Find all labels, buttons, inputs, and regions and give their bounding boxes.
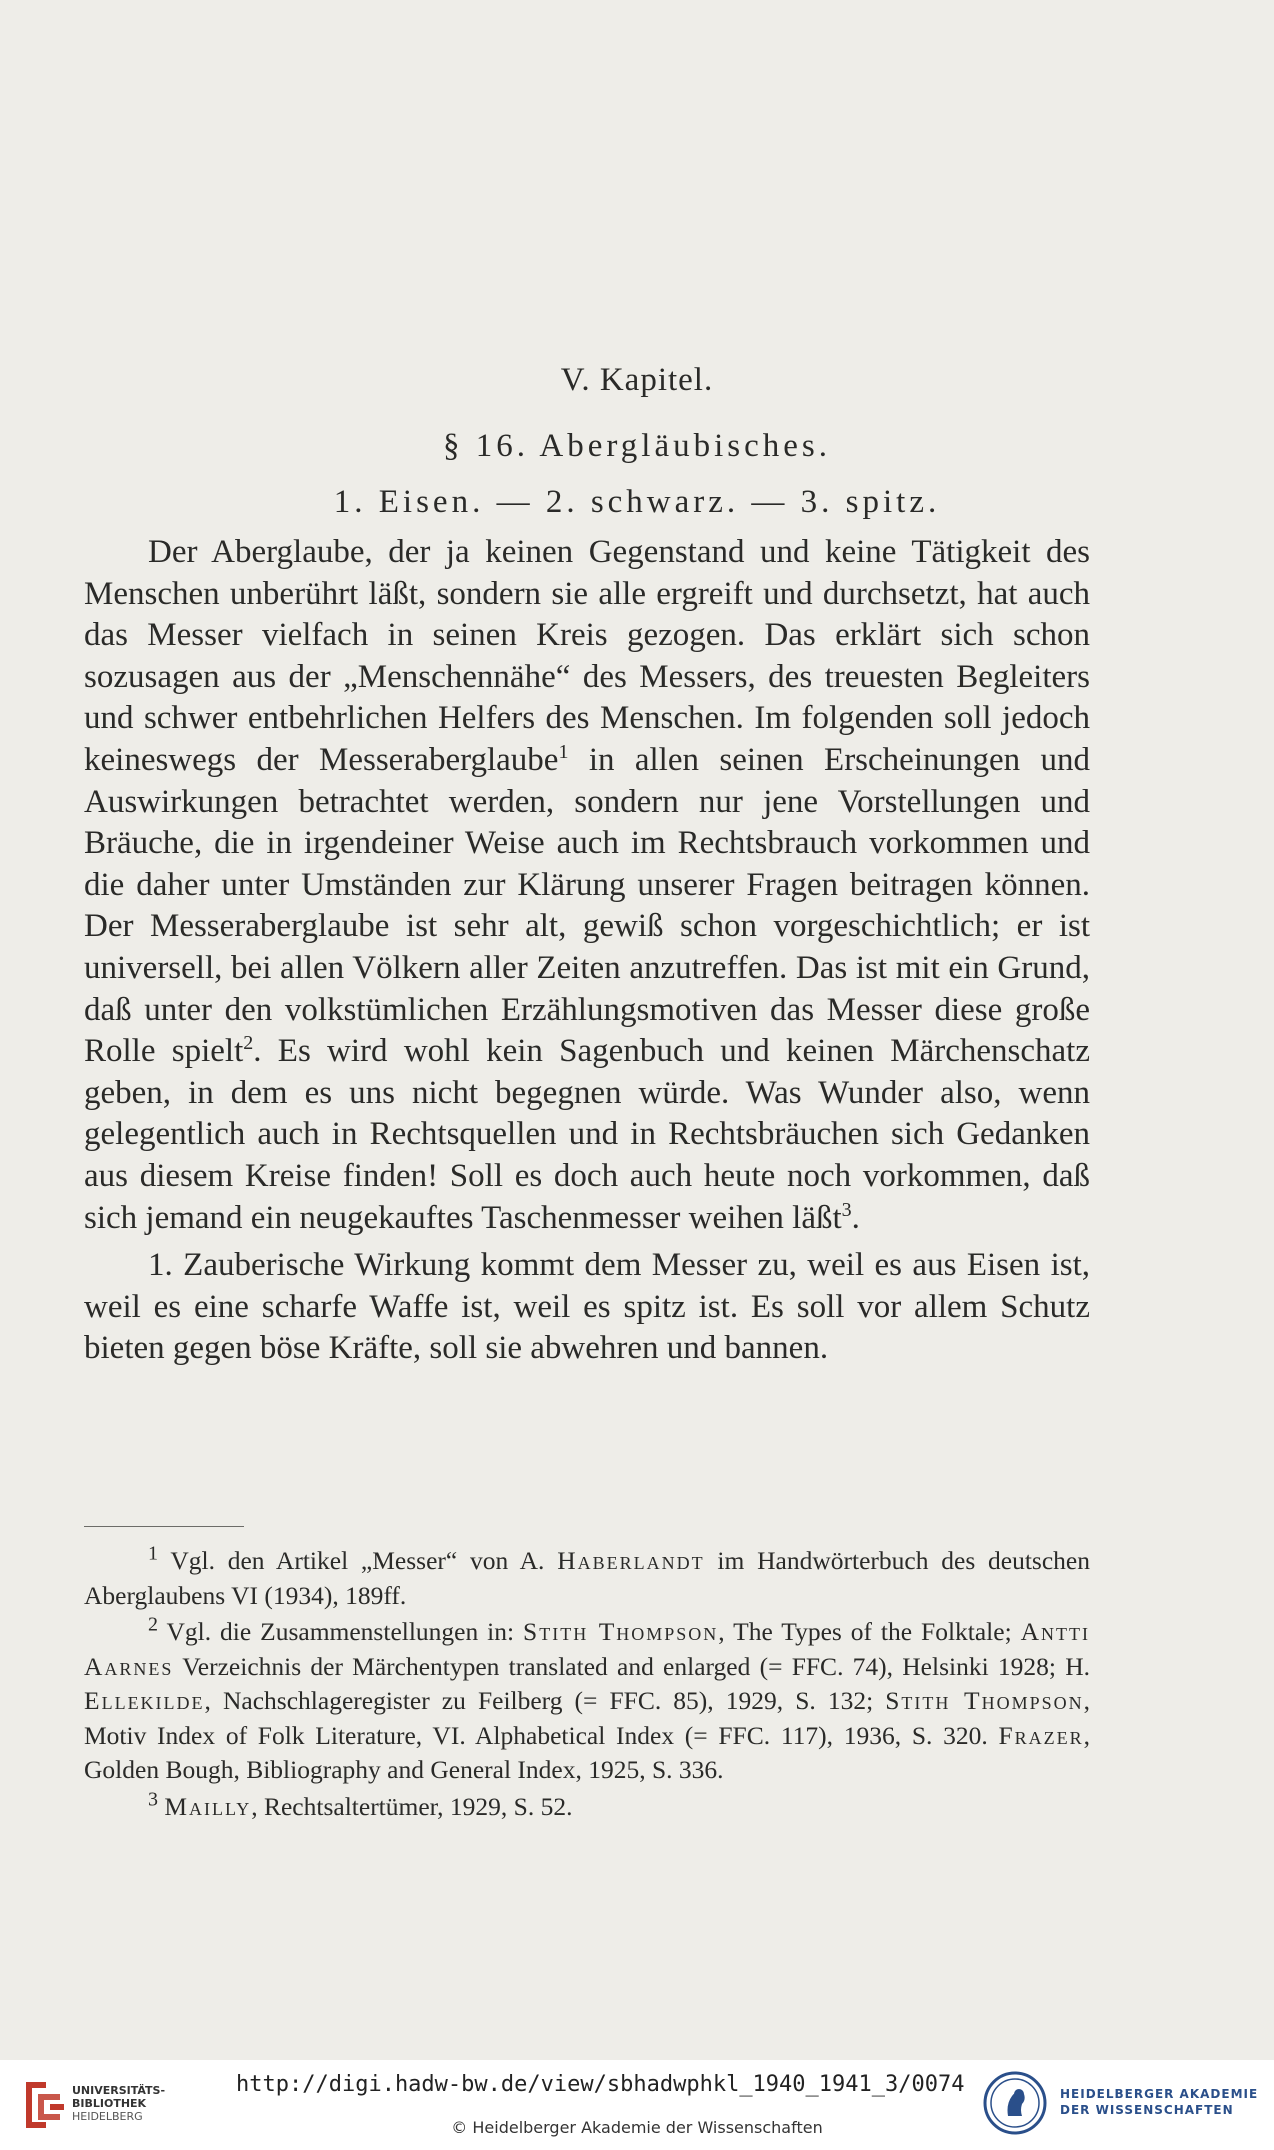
footnote-divider (84, 1526, 244, 1527)
academy-name-line-1: HEIDELBERGER AKADEMIE (1060, 2087, 1259, 2101)
section-subheading: 1. Eisen. — 2. schwarz. — 3. spitz. (333, 484, 941, 520)
footnote-2-author-4: Stith Thompson (885, 1686, 1084, 1715)
footnote-2-text-a: Vgl. die Zusammenstellungen in: (158, 1617, 524, 1646)
footnote-ref-3[interactable]: 3 (841, 1198, 852, 1221)
footnote-2-number: 2 (148, 1613, 158, 1636)
section-title: § 16. Abergläubisches. (442, 428, 831, 464)
footnote-1-text-a: Vgl. den Artikel „Messer“ von A. (158, 1546, 558, 1575)
academy-name (1060, 2086, 1258, 2118)
footnote-1 (84, 1544, 1090, 1613)
academy-name-line-2: DER WISSENSCHAFTEN (1060, 2103, 1234, 2117)
footnote-3-author: Mailly (164, 1791, 252, 1821)
body-text (84, 532, 1090, 1370)
footnote-2-text-d: , Nachschlageregister zu Feilberg (= FFC. 85), 1929, S. 132; (204, 1686, 886, 1715)
academy-seal-icon[interactable] (982, 2070, 1048, 2136)
copyright-notice: © Heidelberger Akademie der Wissenschaften (451, 2118, 823, 2137)
footnote-3-number: 3 (148, 1788, 158, 1810)
footnote-2-text-f: , Golden Bough, Bibliography and General Index, 1925, S. 336. (84, 1720, 1090, 1784)
chapter-title: V. Kapitel. (560, 362, 714, 398)
library-name-line-3: HEIDELBERG (72, 2110, 143, 2123)
paragraph-2: 1. Zauberische Wirkung kommt dem Messer zu, weil es aus Eisen ist, weil es eine scharfe Waffe ist, weil es spitz ist. Es soll vor allem Schutz bieten gegen böse Kräfte, soll sie abwehren und bannen. (84, 1247, 1090, 1367)
paragraph-1-part-4: . (851, 1199, 860, 1236)
footnote-2-text-b: , The Types of the Folktale; (718, 1617, 1021, 1646)
footnote-2-author-2: Antti Aarnes (84, 1617, 1091, 1681)
footnote-ref-2[interactable]: 2 (243, 1032, 254, 1055)
paragraph-1-part-2: in allen seinen Erscheinungen und Auswirkungen betrachtet werden, sondern nur jene Vorstellungen und Bräuche, die in irgendeiner Weise auch im Rechtsbrauch vorkommen und die daher unter Umständen zur Klärung unserer Fragen beitragen können. Der Messeraberglaube ist sehr alt, gewiß schon vorgeschichtlich; er ist universell, bei allen Völkern aller Zeiten anzutreffen. Das ist mit ein Grund, daß unter den volkstümlichen Erzählungsmotiven das Messer diese große Rolle spielt (84, 741, 1091, 1070)
permalink-url[interactable]: http://digi.hadw-bw.de/view/sbhadwphkl_1940_1941_3/0074 (236, 2072, 965, 2097)
footnote-2-text-e: , Motiv Index of Folk Literature, VI. Alphabetical Index (= FFC. 117), 1936, S. 320. (84, 1686, 1090, 1750)
footnote-1-text-b: im Handwörterbuch des deutschen Aberglaubens VI (1934), 189ff. (84, 1546, 1090, 1610)
footnote-ref-1[interactable]: 1 (558, 740, 569, 763)
footnote-3-text: , Rechtsaltertümer, 1929, S. 52. (251, 1791, 573, 1821)
footnote-2-author-5: Frazer (998, 1720, 1084, 1750)
footnote-2 (84, 1615, 1090, 1788)
footnote-3 (84, 1790, 1090, 1825)
paragraph-1-part-1: Der Aberglaube, der ja keinen Gegenstand und keine Tätigkeit des Menschen unberührt läßt, sondern sie alle ergreift und durchsetzt, hat auch das Messer vielfach in seinen Kreis gezogen. Das erklärt sich schon sozusagen aus der „Menschennähe“ des Messers, des treuesten Begleiters und schwer entbehrlichen Helfers des Menschen. Im folgenden soll jedoch keineswegs der Messeraberglaube (84, 534, 1090, 778)
viewer-footer (0, 2060, 1274, 2150)
library-name-line-2: BIBLIOTHEK (72, 2097, 147, 2110)
footnote-2-author-1: Stith Thompson (523, 1617, 719, 1646)
footnote-2-author-3: Ellekilde (84, 1686, 205, 1715)
library-name-line-1: UNIVERSITÄTS- (72, 2084, 166, 2097)
footnote-2-text-c: Verzeichnis der Märchentypen translated and enlarged (= FFC. 74), Helsinki 1928; H. (173, 1651, 1090, 1681)
paragraph-1 (84, 532, 1090, 1239)
paragraph-1-part-3: . Es wird wohl kein Sagenbuch und keinen Märchenschatz geben, in dem es uns nicht begegnen würde. Was Wunder also, wenn gelegentlich auch in Rechtsquellen und in Rechtsbräuchen sich Gedanken aus diesem Kreise finden! Soll es doch auch heute noch vorkommen, daß sich jemand ein neugekauftes Taschenmesser weihen läßt (84, 1033, 1090, 1236)
footnotes (84, 1544, 1090, 1824)
footnote-1-author: Haberlandt (557, 1546, 705, 1575)
footnote-1-number: 1 (148, 1542, 158, 1565)
